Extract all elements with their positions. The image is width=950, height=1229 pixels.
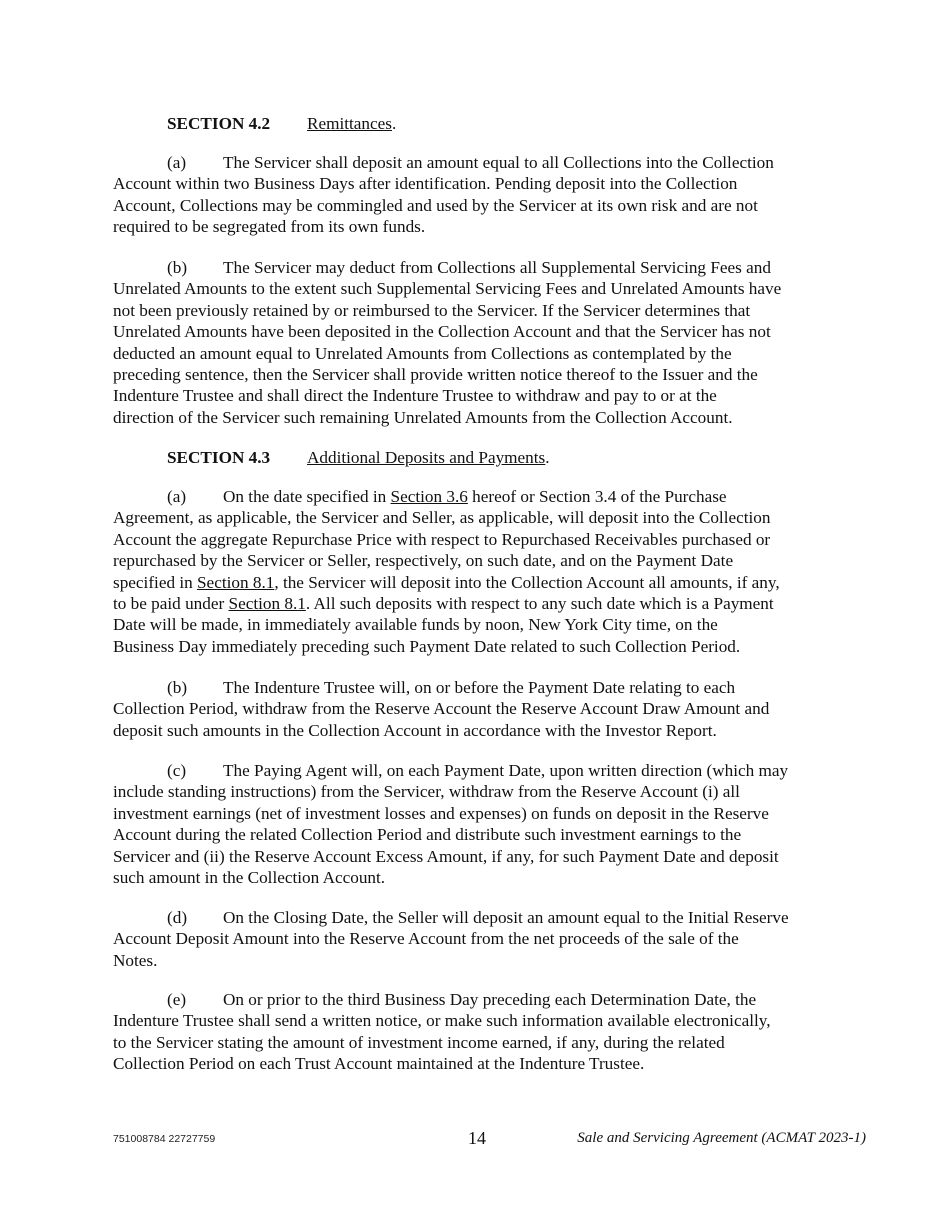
section-reference: Section 8.1 (228, 593, 306, 613)
paragraph-label: (e) (167, 990, 187, 1009)
footer-agreement-title: Sale and Servicing Agreement (ACMAT 2023-1) (577, 1130, 866, 1146)
section-number: SECTION 4.3 (167, 448, 271, 467)
paragraph-4-3-a: (a) On the date specified in Section 3.6 hereof or Section 3.4 of the Purchase Agreement, as applicable, the Servicer and Seller, as applicable, will deposit into the Collection Account the aggregate Repurchase Price with respect to Repurchased Receivables purchased or repurchased by the Servicer or Seller, respectively, on such date, and on the Payment Date specified in Section 8.1, the Servicer will deposit into the Collection Account all amounts, if any, to be paid under Section 8.1. All such deposits with respect to any such date which is a Payment Date will be made, in immediately available funds by noon, New York City time, on the Business Day immediately preceding such Payment Date related to such Collection Period. (113, 487, 780, 656)
section-reference: Section 3.6 (390, 487, 468, 506)
section-number: SECTION 4.2 (167, 114, 271, 133)
section-reference: Section 8.1 (197, 572, 275, 592)
footer-document-id: 751008784 22727759 (113, 1133, 216, 1145)
paragraph-4-3-e: (e) On or prior to the third Business Day preceding each Determination Date, the Indenture Trustee shall send a written notice, or make such information available electronically, to the Servicer stating the amount of investment income earned, if any, during the related Collection Period on each Trust Account maintained at the Indenture Trustee. (113, 990, 771, 1074)
paragraph-4-3-d: (d) On the Closing Date, the Seller will deposit an amount equal to the Initial Reserve Account Deposit Amount into the Reserve Account from the net proceeds of the sale of the Notes. (113, 908, 789, 970)
section-heading-4-2 (167, 113, 397, 134)
paragraph-4-2-a: (a) The Servicer shall deposit an amount equal to all Collections into the Collection Account within two Business Days after identification. Pending deposit into the Collection Account, Collections may be commingled and used by the Servicer at its own risk and are not required to be segregated from its own funds. (113, 153, 774, 237)
section-heading-4-3 (167, 447, 550, 468)
paragraph-label: (b) (167, 258, 188, 277)
paragraph-label: (d) (167, 908, 188, 927)
paragraph-label: (a) (167, 153, 187, 172)
paragraph-4-3-b: (b) The Indenture Trustee will, on or before the Payment Date relating to each Collection Period, withdraw from the Reserve Account the Reserve Account Draw Amount and deposit such amounts in the Collection Account in accordance with the Investor Report. (113, 678, 770, 740)
paragraph-label: (a) (167, 487, 187, 506)
paragraph-4-3-c: (c) The Paying Agent will, on each Payment Date, upon written direction (which may include standing instructions) from the Servicer, withdraw from the Reserve Account (i) all investment earnings (net of investment losses and expenses) on funds on deposit in the Reserve Account during the related Collection Period and distribute such investment earnings to the Servicer and (ii) the Reserve Account Excess Amount, if any, for such Payment Date and deposit such amount in the Collection Account. (113, 761, 789, 887)
footer-page-number: 14 (468, 1128, 486, 1148)
paragraph-4-2-b: (b) The Servicer may deduct from Collections all Supplemental Servicing Fees and Unrelated Amounts to the extent such Supplemental Servicing Fees and Unrelated Amounts have not been previously retained by or reimbursed to the Servicer. If the Servicer determines that Unrelated Amounts have been deposited in the Collection Account and that the Servicer has not deducted an amount equal to Unrelated Amounts from Collections as contemplated by the preceding sentence, then the Servicer shall provide written notice thereof to the Issuer and the Indenture Trustee and shall direct the Indenture Trustee to withdraw and pay to or at the direction of the Servicer such remaining Unrelated Amounts from the Collection Account. (113, 258, 782, 427)
paragraph-label: (c) (167, 761, 187, 780)
paragraph-label: (b) (167, 678, 188, 697)
section-title: Remittances. (307, 114, 397, 133)
section-title: Additional Deposits and Payments. (307, 448, 550, 467)
